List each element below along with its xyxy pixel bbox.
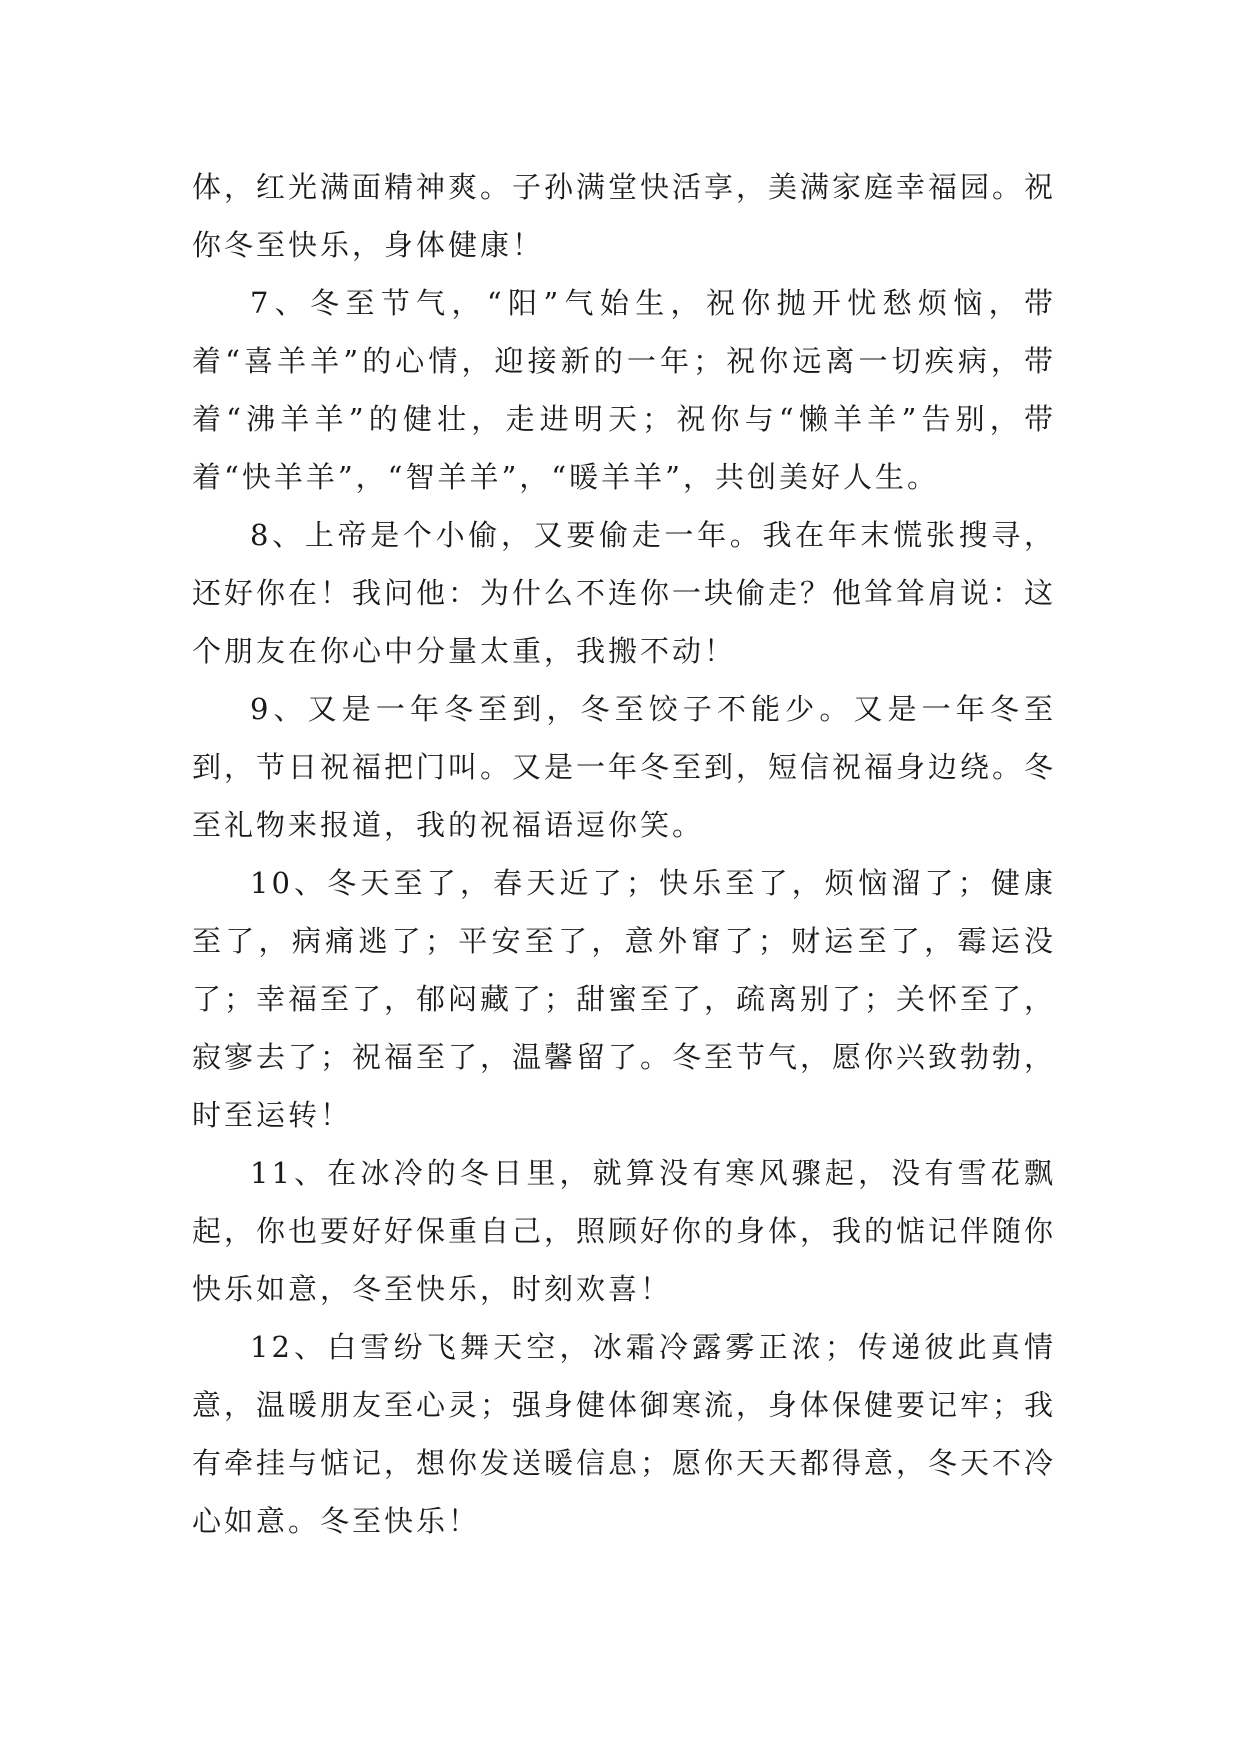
paragraph-continuation: 体，红光满面精神爽。子孙满堂快活享，美满家庭幸福园。祝你冬至快乐，身体健康！ <box>192 170 1057 262</box>
paragraph-10: 10、冬天至了，春天近了；快乐至了，烦恼溜了；健康至了，病痛逃了；平安至了，意外窜了；财运至了，霉运没了；幸福至了，郁闷藏了；甜蜜至了，疏离别了；关怀至了，寂寥去了；祝福至了，温馨留了。冬至节气，愿你兴致勃勃，时至运转！ <box>192 866 1057 1132</box>
paragraph-9: 9、又是一年冬至到，冬至饺子不能少。又是一年冬至到，节日祝福把门叫。又是一年冬至到，短信祝福身边绕。冬至礼物来报道，我的祝福语逗你笑。 <box>192 692 1057 842</box>
document-page <box>192 158 1056 1550</box>
paragraph-8: 8、上帝是个小偷，又要偷走一年。我在年末慌张搜寻，还好你在！我问他：为什么不连你一块偷走？他耸耸肩说：这个朋友在你心中分量太重，我搬不动！ <box>192 518 1057 668</box>
paragraph-7: 7、冬至节气，“阳”气始生，祝你抛开忧愁烦恼，带着“喜羊羊”的心情，迎接新的一年；祝你远离一切疾病，带着“沸羊羊”的健壮，走进明天；祝你与“懒羊羊”告别，带着“快羊羊”，“智羊羊”，“暖羊羊”，共创美好人生。 <box>192 286 1056 494</box>
paragraph-11: 11、在冰冷的冬日里，就算没有寒风骤起，没有雪花飘起，你也要好好保重自己，照顾好你的身体，我的惦记伴随你快乐如意，冬至快乐，时刻欢喜！ <box>192 1156 1057 1306</box>
paragraph-12: 12、白雪纷飞舞天空，冰霜冷露雾正浓；传递彼此真情意，温暖朋友至心灵；强身健体御寒流，身体保健要记牢；我有牵挂与惦记，想你发送暖信息；愿你天天都得意，冬天不冷心如意。冬至快乐！ <box>192 1330 1057 1538</box>
